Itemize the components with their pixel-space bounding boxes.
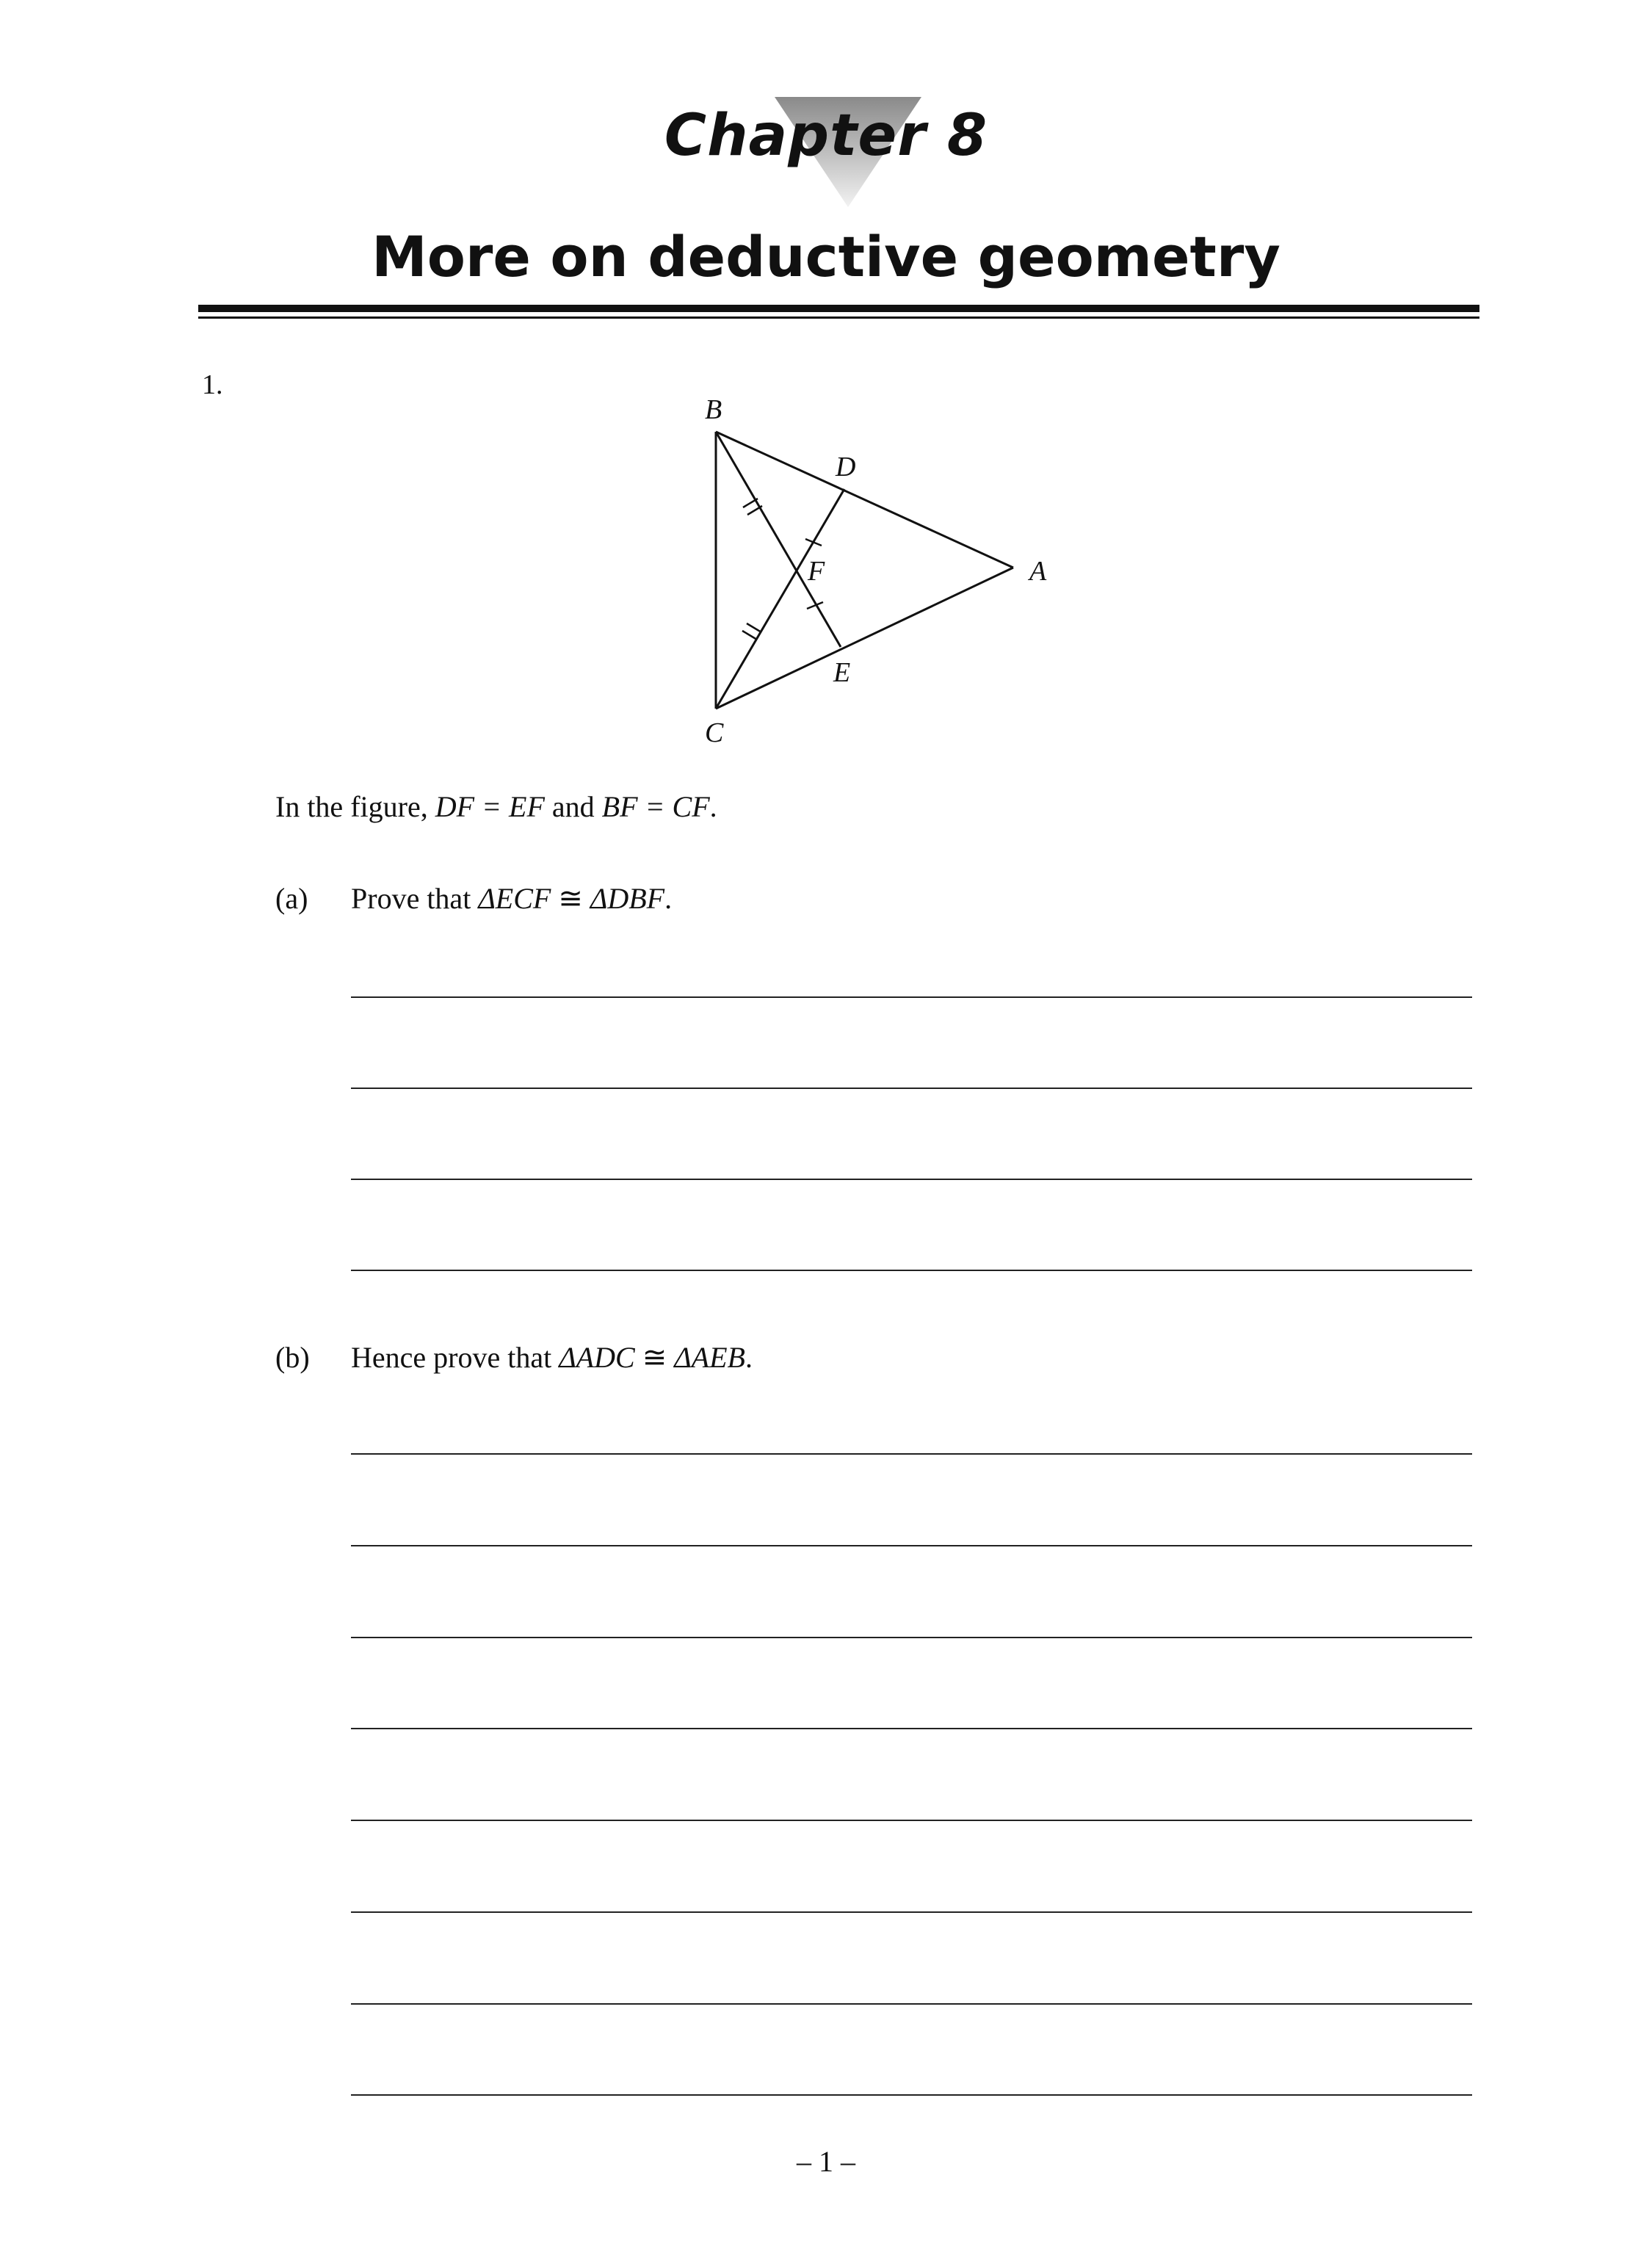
part-b-text: Hence prove that ΔADC ≅ ΔAEB.: [351, 1341, 753, 1374]
statement-prefix: In the figure,: [275, 790, 435, 823]
answer-line[interactable]: [351, 996, 1472, 998]
segment-cd: [716, 489, 844, 709]
statement-end: .: [709, 790, 717, 823]
geometry-figure: [661, 382, 1072, 749]
page-number: – 1 –: [797, 2145, 855, 2178]
answer-line[interactable]: [351, 2003, 1472, 2005]
answer-line[interactable]: [351, 1453, 1472, 1455]
segment-ca: [716, 568, 1013, 709]
chapter-title: Chapter 8: [664, 103, 988, 169]
statement-eq1: DF = EF: [435, 790, 545, 823]
answer-line[interactable]: [351, 1545, 1472, 1546]
part-a-text: Prove that ΔECF ≅ ΔDBF.: [351, 882, 673, 915]
answer-line[interactable]: [351, 1911, 1472, 1913]
answer-line[interactable]: [351, 1088, 1472, 1089]
label-a: A: [1029, 556, 1047, 587]
answer-line[interactable]: [351, 2094, 1472, 2096]
label-d: D: [836, 452, 856, 482]
segment-ba: [716, 432, 1013, 568]
header-rule-thick: [198, 305, 1479, 312]
label-b: B: [705, 394, 722, 425]
part-a-label: (a): [275, 882, 308, 915]
question-number: 1.: [202, 369, 223, 400]
tick-cf-2: [747, 623, 761, 632]
answer-line[interactable]: [351, 1728, 1472, 1729]
answer-line[interactable]: [351, 1820, 1472, 1821]
tick-bf-1: [743, 499, 758, 507]
answer-line[interactable]: [351, 1179, 1472, 1180]
label-e: E: [833, 657, 851, 688]
header-rule-thin: [198, 316, 1479, 319]
part-b-label: (b): [275, 1341, 310, 1374]
chapter-subtitle: More on deductive geometry: [372, 224, 1280, 289]
label-f: F: [808, 556, 825, 587]
answer-line[interactable]: [351, 1270, 1472, 1271]
answer-line[interactable]: [351, 1637, 1472, 1638]
question-statement: [275, 789, 717, 824]
statement-and: and: [544, 790, 602, 823]
tick-bf-2: [747, 506, 762, 515]
tick-cf-1: [742, 631, 757, 640]
segment-be: [716, 432, 841, 647]
statement-eq2: BF = CF: [601, 790, 710, 823]
label-c: C: [705, 717, 724, 748]
